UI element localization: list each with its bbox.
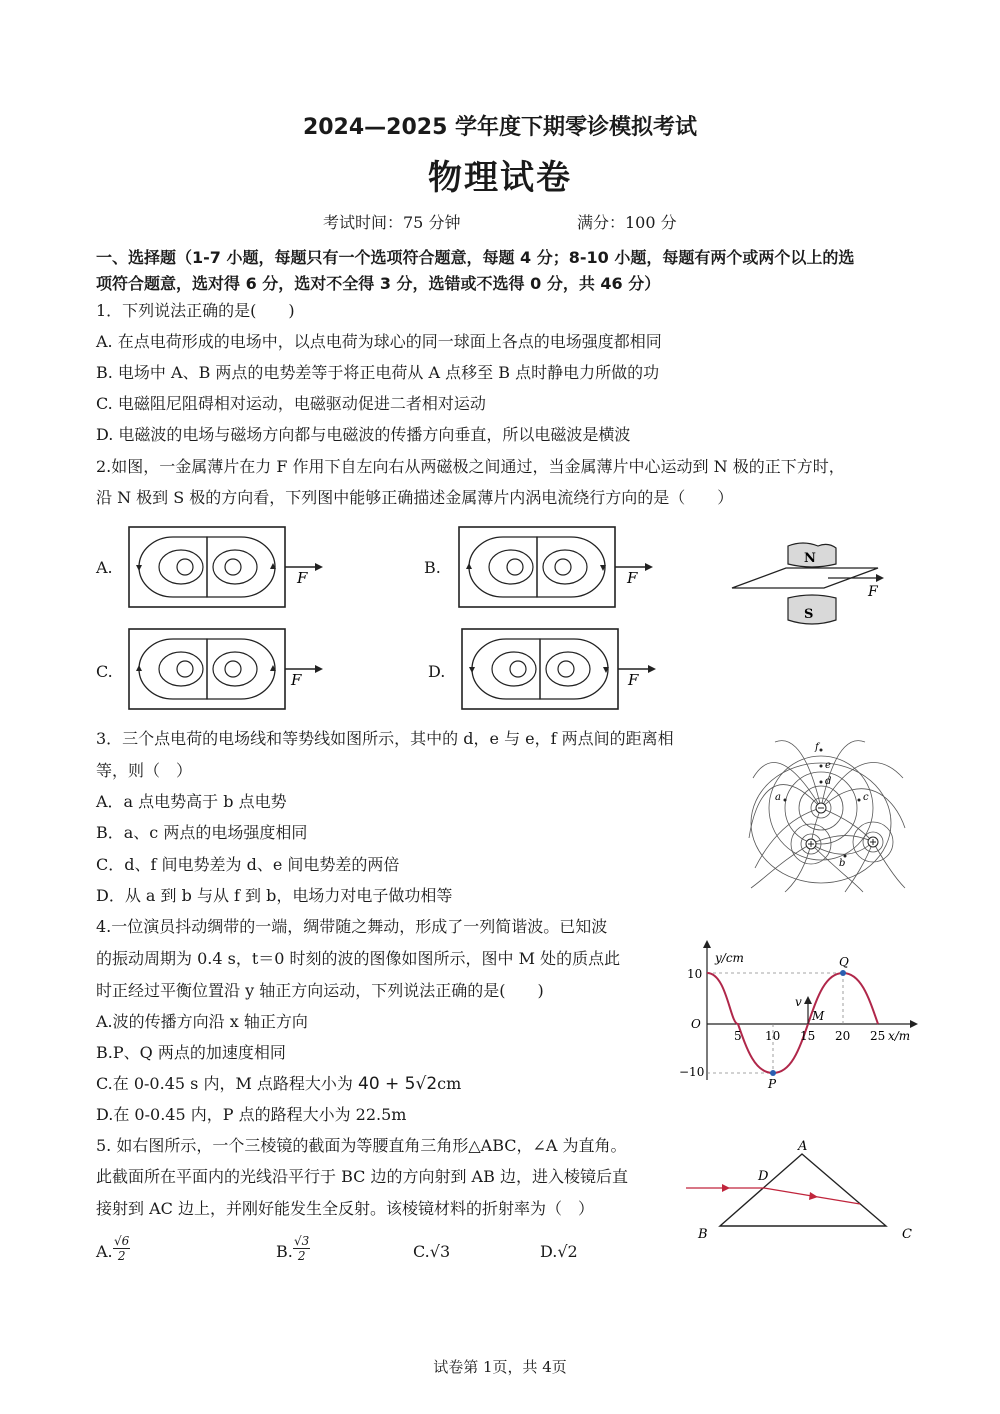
- q5-stem-line3: 接射到 AC 边上，并刚好能发生全反射。该棱镜材料的折射率为（ ）: [96, 1199, 594, 1218]
- y-axis-label: y/cm: [715, 951, 744, 965]
- section-heading-line1: 一、选择题（1-7 小题，每题只有一个选项符合题意，每题 4 分；8-10 小题，每题有两个或两个以上的选: [96, 248, 855, 267]
- q2-figure-b: [455, 525, 655, 610]
- page-footer: 试卷第 1页，共 4页: [433, 1358, 567, 1376]
- exam-time: 考试时间：75 分钟: [323, 213, 461, 232]
- q1-stem: 1．下列说法正确的是( ): [96, 301, 295, 320]
- q4-option-c-unit: cm: [437, 1074, 462, 1093]
- q2-label-b: B.: [424, 558, 441, 577]
- vertex-c-label: C: [902, 1227, 912, 1242]
- q1-option-c: C. 电磁阻尼阻碍相对运动，电磁驱动促进二者相对运动: [96, 394, 486, 413]
- force-label: F: [868, 584, 878, 600]
- point-c-label: c: [863, 792, 869, 803]
- vertex-b-label: B: [698, 1227, 708, 1242]
- q5-prism-figure: [682, 1138, 922, 1243]
- q1-option-d: D. 电磁波的电场与磁场方向都与电磁波的传播方向垂直，所以电磁波是横波: [96, 425, 631, 444]
- q4-option-c-text: C.在 0-0.45 s 内，M 点路程大小为: [96, 1074, 358, 1093]
- q2-figure-d: [458, 627, 658, 712]
- q5-option-c: C.√3: [413, 1242, 451, 1261]
- x-tick-5: 5: [734, 1029, 742, 1043]
- q2-label-a: A.: [96, 558, 113, 577]
- q5-option-a-fraction: √6 2: [114, 1234, 130, 1263]
- q5-option-d: D.√2: [540, 1242, 578, 1261]
- vertex-a-label: A: [798, 1139, 808, 1154]
- point-f-label: f: [815, 742, 819, 753]
- q3-field-figure: [745, 738, 910, 893]
- point-e-label: e: [825, 760, 831, 771]
- q4-option-c: [96, 1074, 461, 1094]
- q3-option-c: C．d、f 间电势差为 d、e 间电势差的两倍: [96, 855, 400, 874]
- x-tick-15: 15: [800, 1029, 816, 1043]
- q5-option-a: A.: [96, 1242, 113, 1261]
- q4-option-c-math: 40 + 5√2: [358, 1074, 438, 1094]
- point-b-label: b: [839, 858, 846, 869]
- force-label: F: [297, 569, 308, 587]
- q2-label-d: D.: [428, 662, 446, 681]
- pole-s-label: S: [804, 607, 814, 622]
- q4-stem-line1: 4.一位演员抖动绸带的一端，绸带随之舞动，形成了一列简谐波。已知波: [96, 917, 608, 936]
- q3-option-a: A．a 点电势高于 b 点电势: [96, 792, 287, 811]
- force-label: F: [628, 671, 639, 689]
- point-q-label: Q: [839, 955, 849, 969]
- x-axis-label: x/m: [888, 1029, 911, 1043]
- full-score: 满分：100 分: [577, 213, 677, 232]
- q2-stem-line2: 沿 N 极到 S 极的方向看，下列图中能够正确描述金属薄片内涡电流绕行方向的是（ ）: [96, 488, 734, 507]
- origin-label: O: [691, 1017, 701, 1031]
- y-tick-neg10: −10: [679, 1065, 705, 1079]
- exam-title: 2024—2025 学年度下期零诊模拟考试: [302, 115, 698, 140]
- q4-option-b: B.P、Q 两点的加速度相同: [96, 1043, 286, 1062]
- q1-option-a: A. 在点电荷形成的电场中，以点电荷为球心的同一球面上各点的电场强度都相同: [96, 332, 662, 351]
- q3-option-d: D．从 a 到 b 与从 f 到 b，电场力对电子做功相等: [96, 886, 453, 905]
- q4-stem-line3: 时正经过平衡位置沿 y 轴正方向运动，下列说法正确的是( ): [96, 981, 544, 1000]
- q1-option-b: B. 电场中 A、B 两点的电势差等于将正电荷从 A 点移至 B 点时静电力所做的功: [96, 363, 660, 382]
- q3-option-b: B．a、c 两点的电场强度相同: [96, 823, 308, 842]
- q2-figure-a: [125, 525, 325, 610]
- q3-stem-line2: 等，则（ ）: [96, 761, 193, 780]
- q2-stem-line1: 2.如图，一金属薄片在力 F 作用下自左向右从两磁极之间通过，当金属薄片中心运动到 N 极的正下方时，: [96, 457, 845, 476]
- q5-stem-line2: 此截面所在平面内的光线沿平行于 BC 边的方向射到 AB 边，进入棱镜后直: [96, 1167, 628, 1186]
- point-m-label: M: [812, 1009, 825, 1023]
- x-tick-10: 10: [765, 1029, 781, 1043]
- q5-option-b-fraction: √3 2: [294, 1234, 310, 1263]
- q2-figure-c: [125, 627, 325, 712]
- subject-title: 物理试卷: [428, 158, 572, 198]
- force-label: F: [627, 569, 638, 587]
- point-p-label: P: [768, 1077, 777, 1090]
- q4-stem-line2: 的振动周期为 0.4 s，t＝0 时刻的波的图像如图所示，图中 M 处的质点此: [96, 949, 621, 968]
- point-d-label: D: [758, 1169, 769, 1184]
- pole-n-label: N: [804, 551, 816, 566]
- q2-magnet-figure: [728, 538, 898, 648]
- x-tick-25: 25: [870, 1029, 886, 1043]
- q4-wave-graph: [675, 940, 925, 1090]
- velocity-label: v: [795, 995, 802, 1009]
- q3-stem-line1: 3．三个点电荷的电场线和等势线如图所示，其中的 d，e 与 e，f 两点间的距离相: [96, 729, 674, 748]
- q5-option-b: B.: [276, 1242, 293, 1261]
- q5-stem-line1: 5. 如右图所示，一个三棱镜的截面为等腰直角三角形△ABC，∠A 为直角。: [96, 1136, 627, 1155]
- section-heading-line2: 项符合题意，选对得 6 分，选对不全得 3 分，选错或不选得 0 分，共 46 分）: [96, 274, 661, 293]
- force-label: F: [291, 671, 302, 689]
- q4-option-a: A.波的传播方向沿 x 轴正方向: [96, 1012, 308, 1031]
- x-tick-20: 20: [835, 1029, 851, 1043]
- point-d-label: d: [825, 776, 832, 787]
- q4-option-d: D.在 0-0.45 内，P 点的路程大小为 22.5m: [96, 1105, 407, 1124]
- point-a-label: a: [775, 792, 781, 803]
- y-tick-10: 10: [687, 967, 703, 981]
- q2-label-c: C.: [96, 662, 113, 681]
